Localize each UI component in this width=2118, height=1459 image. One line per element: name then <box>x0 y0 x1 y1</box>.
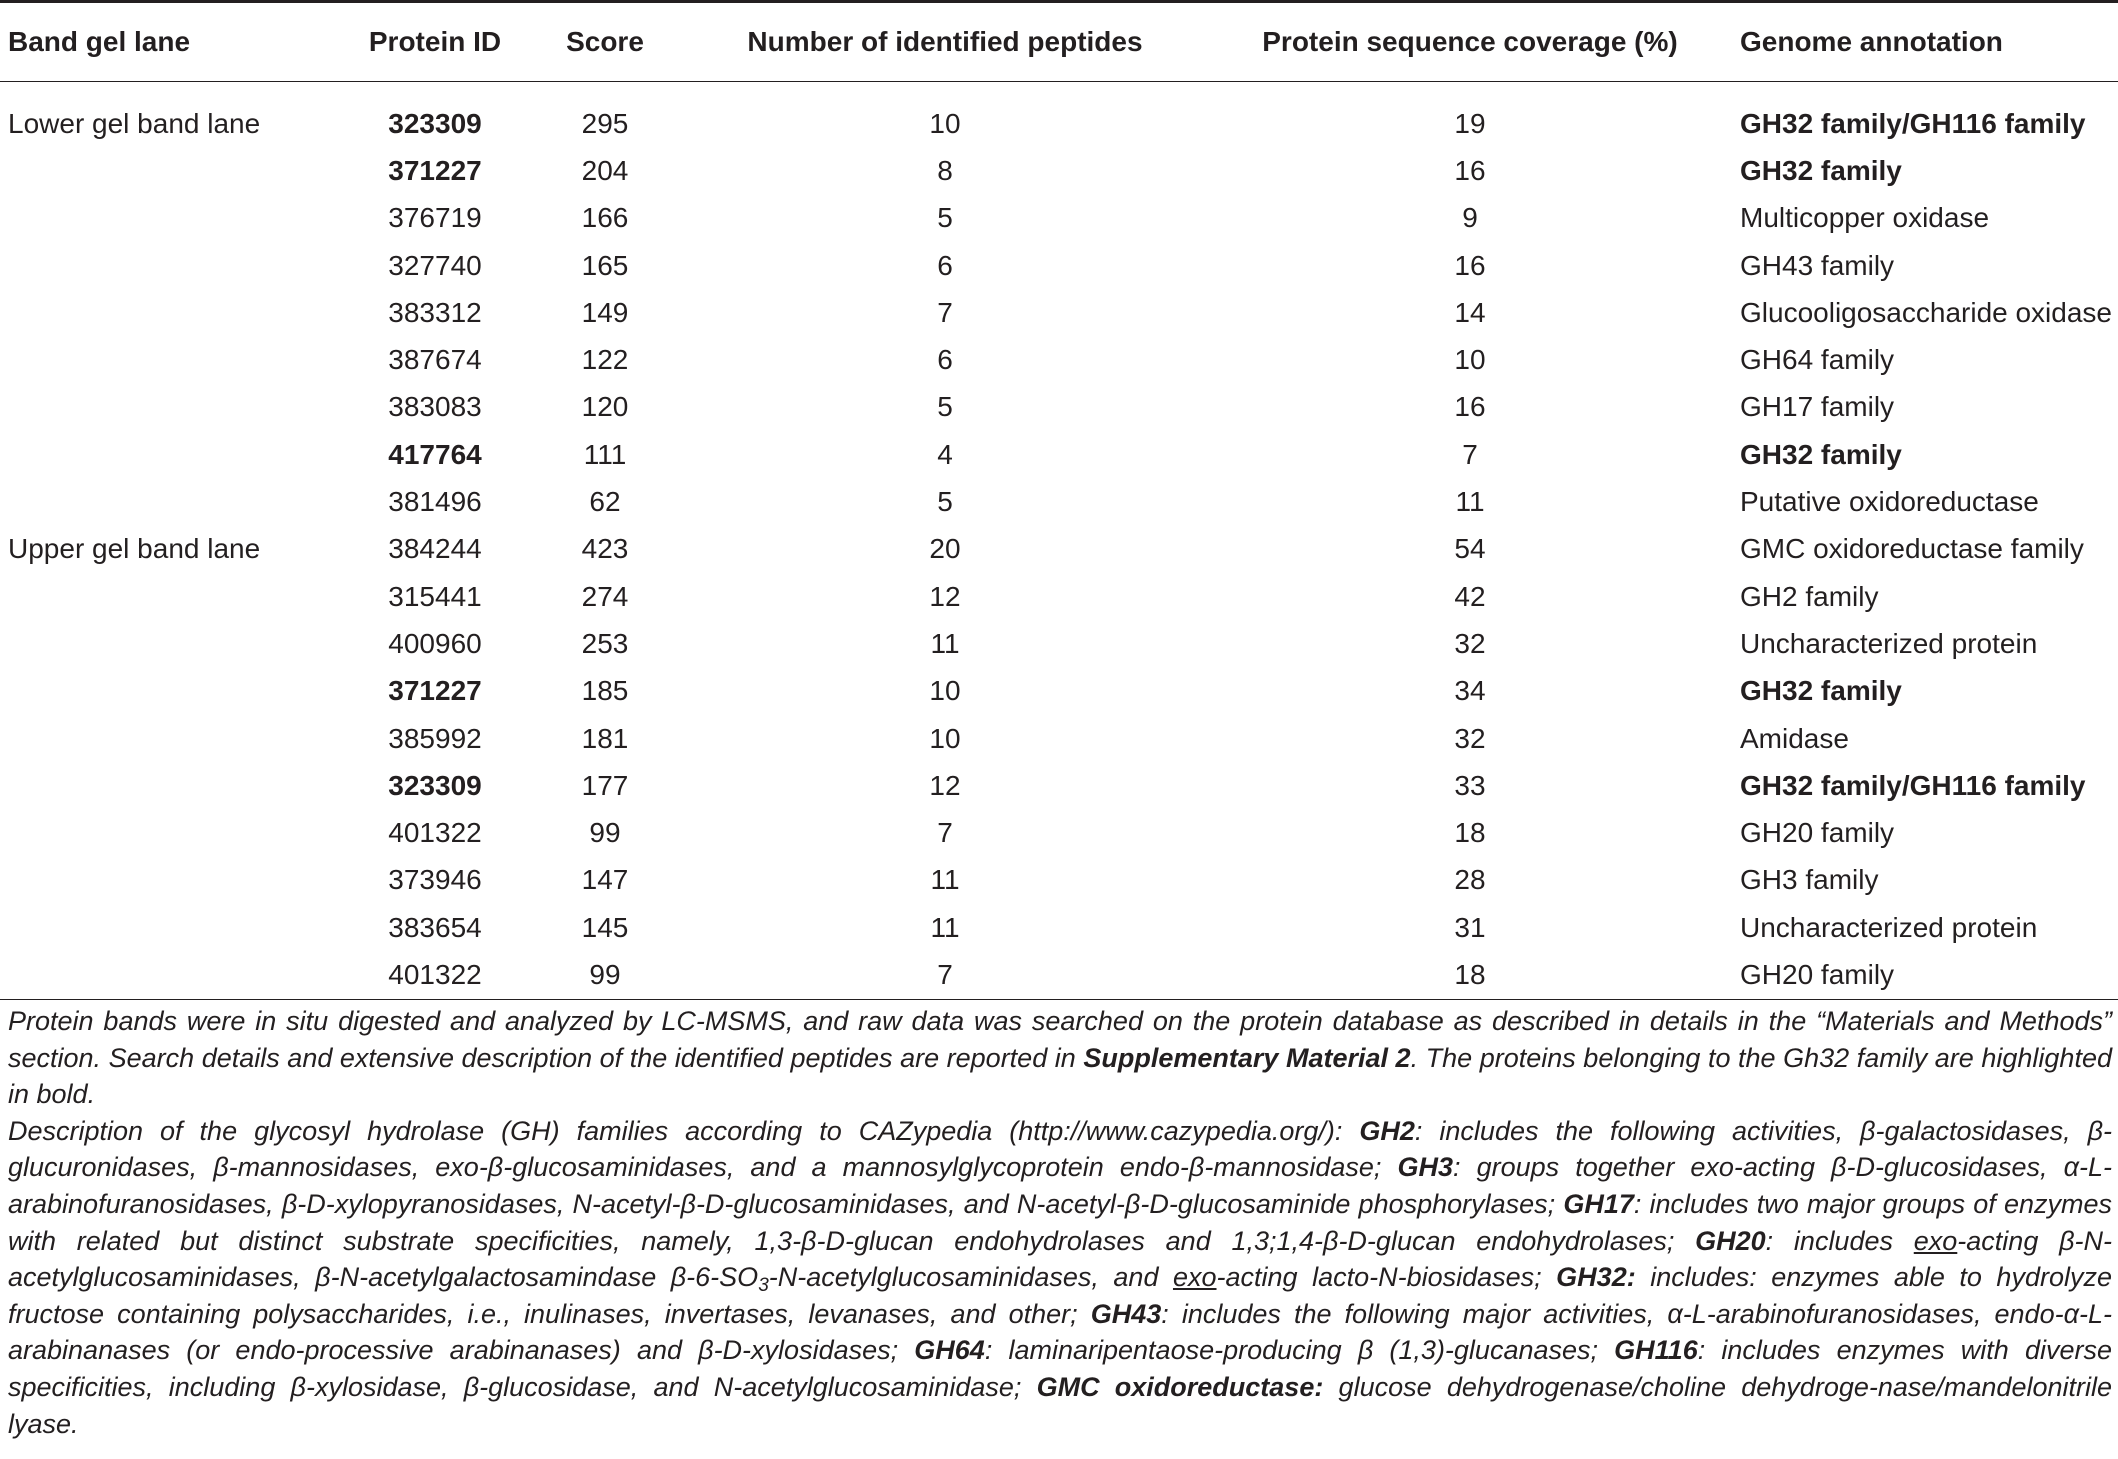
table-row <box>0 904 2118 951</box>
protein-id-cell: 371227 <box>388 154 482 186</box>
score-cell: 120 <box>581 391 629 423</box>
protein-id-cell: 400960 <box>388 627 482 659</box>
gh17-description: : includes two major groups of enzymes with related but distinct substrate specificities, namely, 1,3-β-D-glucan endohydrolases and 1,3;1,4-β-D-glucan endohydrolases; <box>8 1188 2113 1256</box>
peptides-cell: 11 <box>930 627 960 659</box>
coverage-cell: 16 <box>1454 154 1486 186</box>
gh3-label: GH3 <box>1397 1152 1454 1183</box>
gh2-label: GH2 <box>1359 1115 1415 1146</box>
table-row <box>0 526 2118 573</box>
protein-id-cell: 401322 <box>388 817 482 849</box>
peptides-cell: 7 <box>937 296 953 328</box>
lane-cell: Lower gel band lane <box>8 107 261 139</box>
coverage-cell: 11 <box>1455 486 1485 518</box>
table-row <box>0 336 2118 383</box>
annotation-cell: GH32 family <box>1740 154 1902 186</box>
annotation-cell: GH32 family <box>1740 438 1902 470</box>
table-row <box>0 384 2118 431</box>
score-cell: 274 <box>581 580 629 612</box>
coverage-cell: 34 <box>1454 675 1486 707</box>
table-body <box>0 82 2118 1000</box>
coverage-cell: 10 <box>1454 344 1486 376</box>
annotation-cell: GH3 family <box>1740 864 1879 896</box>
table-row <box>0 82 2118 148</box>
gh43-label: GH43 <box>1090 1298 1162 1329</box>
protein-id-cell: 373946 <box>388 864 482 896</box>
score-cell: 145 <box>581 911 629 943</box>
coverage-cell: 18 <box>1210 951 1730 999</box>
lane-cell <box>0 384 340 431</box>
protein-id-cell: 323309 <box>388 107 482 139</box>
coverage-cell: 32 <box>1454 722 1486 754</box>
annotation-cell: Glucooligosaccharide oxidase <box>1740 296 2112 328</box>
gh-intro: Description of the glycosyl hydrolase (GH) families according to CAZypedia (http://www.cazypedia.org/): <box>8 1115 1360 1146</box>
peptides-cell: 7 <box>680 951 1210 999</box>
table-row <box>0 668 2118 715</box>
table-row <box>0 195 2118 242</box>
coverage-cell: 54 <box>1454 533 1486 565</box>
annotation-cell: Putative oxidoreductase <box>1740 486 2039 518</box>
gh17-label: GH17 <box>1563 1188 1634 1219</box>
protein-id-cell: 383083 <box>388 391 482 423</box>
protein-id-cell: 383312 <box>388 296 482 328</box>
protein-id-cell: 315441 <box>388 580 482 612</box>
protein-id-cell: 401322 <box>340 951 530 999</box>
lane-cell: Upper gel band lane <box>8 533 261 565</box>
peptides-cell: 11 <box>930 864 960 896</box>
score-cell: 99 <box>530 951 680 999</box>
lane-cell <box>0 620 340 667</box>
annotation-cell: Multicopper oxidase <box>1740 202 1990 234</box>
annotation-cell: GH20 family <box>1730 951 2118 999</box>
protein-id-cell: 323309 <box>388 769 482 801</box>
protein-id-cell: 387674 <box>388 344 482 376</box>
annotation-cell: GH2 family <box>1740 580 1879 612</box>
gh20-description-b: -acting β-N-acetylglucosaminidases, β-N-acetylgalactosamindase β-6-SO <box>8 1225 2112 1293</box>
annotation-cell: Uncharacterized protein <box>1740 627 2038 659</box>
coverage-cell: 32 <box>1454 627 1486 659</box>
gh32-description: includes: enzymes able to hydrolyze fructose containing polysaccharides, i.e., inulinases, invertases, levanases, and other; <box>8 1262 2112 1329</box>
coverage-cell: 7 <box>1462 438 1478 470</box>
score-cell: 177 <box>581 769 629 801</box>
gh43-description: : includes the following major activities, α-L-arabinofuranosidases, endo-α-L-arabinanases (or endo-processive arabinanases) and β-D-xylosidases; <box>8 1298 2112 1366</box>
gmc-description: glucose dehydrogenase/choline dehydroge-nase/mandelonitrile lyase. <box>8 1371 2112 1439</box>
annotation-cell: GH32 family/GH116 family <box>1740 769 2086 801</box>
peptides-cell: 12 <box>929 580 961 612</box>
peptides-cell: 5 <box>937 202 953 234</box>
protein-id-cell: 383654 <box>388 911 482 943</box>
footnote-methods-tail: . The proteins belonging to the Gh32 family are highlighted in bold. <box>8 1042 2112 1110</box>
gh20-description-d: -acting lacto-N-biosidases; <box>1216 1262 1557 1293</box>
coverage-cell: 16 <box>1454 249 1486 281</box>
lane-cell <box>0 809 340 856</box>
table-row <box>0 147 2118 194</box>
gh3-description: : groups together exo-acting β-D-glucosidases, α-L-arabinofuranosidases, β-D-xylopyranosidases, N-acetyl-β-D-glucosaminidases, and N-acetyl-β-D-glucosaminide phosphorylases; <box>8 1152 2112 1219</box>
column-header-band-gel-lane: Band gel lane <box>0 2 340 82</box>
column-header-genome-annotation: Genome annotation <box>1730 2 2118 82</box>
gh20-label: GH20 <box>1695 1225 1766 1256</box>
annotation-cell: Uncharacterized protein <box>1740 911 2038 943</box>
protein-id-cell: 327740 <box>388 249 482 281</box>
annotation-cell: GMC oxidoreductase family <box>1740 533 2084 565</box>
protein-id-cell: 385992 <box>388 722 482 754</box>
annotation-cell: GH32 family/GH116 family <box>1740 107 2086 139</box>
score-cell: 423 <box>581 533 629 565</box>
score-cell: 147 <box>581 864 629 896</box>
lane-cell <box>0 762 340 809</box>
column-header-peptides: Number of identified peptides <box>680 2 1210 82</box>
table-row <box>0 809 2118 856</box>
score-cell: 204 <box>581 154 629 186</box>
gh20-description-c: -N-acetylglucosaminidases, and <box>768 1262 1173 1293</box>
table-row <box>0 715 2118 762</box>
lane-cell <box>0 904 340 951</box>
supplementary-reference: Supplementary Material 2 <box>1083 1042 1411 1073</box>
peptides-cell: 7 <box>937 817 953 849</box>
footnote-methods-text: Protein bands were in situ digested and analyzed by LC-MSMS, and raw data was searched on the protein database as described in details in the “Materials and Methods” section. Search details and extensive description of the identified peptides are reported in <box>8 1006 2112 1073</box>
score-cell: 165 <box>581 249 629 281</box>
score-cell: 185 <box>581 675 629 707</box>
lane-cell <box>0 715 340 762</box>
gh20-exo-underlined-2: exo <box>1172 1262 1217 1293</box>
score-cell: 149 <box>581 296 629 328</box>
lane-cell <box>0 289 340 336</box>
lane-cell <box>0 195 340 242</box>
footnote-gh-families <box>8 1113 2112 1442</box>
protein-id-cell: 376719 <box>388 202 482 234</box>
peptides-cell: 8 <box>937 154 953 186</box>
table-row <box>0 573 2118 620</box>
gh116-description: : includes enzymes with diverse specificities, including β-xylosidase, β-glucosidase, and N-acetylglucosaminidase; <box>8 1335 2112 1402</box>
peptides-cell: 6 <box>937 249 953 281</box>
annotation-cell: GH17 family <box>1740 391 1895 423</box>
peptides-cell: 10 <box>929 107 961 139</box>
peptides-cell: 12 <box>929 769 961 801</box>
gh2-description: : includes the following activities, β-galactosidases, β-glucuronidases, β-mannosidases, exo-β-glucosaminidases, and a mannosylglycoprotein endo-β-mannosidase; <box>8 1115 2112 1183</box>
coverage-cell: 18 <box>1454 817 1486 849</box>
gmc-label: GMC oxidoreductase: <box>1036 1371 1324 1402</box>
score-cell: 62 <box>589 486 621 518</box>
lane-cell <box>0 951 340 999</box>
gh20-exo-underlined-1: exo <box>1913 1225 1958 1256</box>
lane-cell <box>0 431 340 478</box>
protein-id-cell: 381496 <box>388 486 482 518</box>
column-header-coverage: Protein sequence coverage (%) <box>1210 2 1730 82</box>
protein-id-cell: 371227 <box>388 675 482 707</box>
score-cell: 122 <box>581 344 629 376</box>
lane-cell <box>0 857 340 904</box>
lane-cell <box>0 573 340 620</box>
annotation-cell: GH43 family <box>1740 249 1895 281</box>
score-cell: 253 <box>581 627 629 659</box>
table-row <box>0 431 2118 478</box>
table-footnotes <box>8 1003 2112 1442</box>
gh64-description: : laminaripentaose-producing β (1,3)-glucanases; <box>984 1335 1615 1366</box>
table-row <box>0 951 2118 999</box>
table-row <box>0 857 2118 904</box>
table-header <box>0 2 2118 82</box>
annotation-cell: Amidase <box>1740 722 1849 754</box>
coverage-cell: 19 <box>1454 107 1486 139</box>
gh116-label: GH116 <box>1614 1335 1698 1366</box>
gh20-subscript: 3 <box>758 1275 769 1297</box>
peptides-cell: 11 <box>930 911 960 943</box>
gh20-description-a: : includes <box>1765 1225 1914 1256</box>
coverage-cell: 33 <box>1454 769 1486 801</box>
coverage-cell: 31 <box>1454 911 1486 943</box>
score-cell: 99 <box>589 817 621 849</box>
peptides-cell: 5 <box>937 486 953 518</box>
lane-cell <box>0 478 340 525</box>
column-header-score: Score <box>530 2 680 82</box>
coverage-cell: 9 <box>1462 202 1478 234</box>
score-cell: 181 <box>581 722 629 754</box>
peptides-cell: 20 <box>929 533 961 565</box>
gh64-label: GH64 <box>914 1335 985 1366</box>
annotation-cell: GH32 family <box>1740 675 1902 707</box>
annotation-cell: GH20 family <box>1740 817 1895 849</box>
gh32-label: GH32: <box>1556 1262 1636 1293</box>
peptides-cell: 4 <box>937 438 953 470</box>
annotation-cell: GH64 family <box>1740 344 1895 376</box>
peptides-cell: 6 <box>937 344 953 376</box>
coverage-cell: 16 <box>1454 391 1486 423</box>
footnote-methods <box>8 1003 2112 1113</box>
peptides-cell: 10 <box>929 722 961 754</box>
protein-id-cell: 384244 <box>388 533 482 565</box>
header-row <box>0 2 2118 82</box>
score-cell: 166 <box>581 202 629 234</box>
lane-cell <box>0 242 340 289</box>
coverage-cell: 42 <box>1454 580 1486 612</box>
score-cell: 295 <box>581 107 629 139</box>
table-row <box>0 289 2118 336</box>
table-row <box>0 478 2118 525</box>
coverage-cell: 14 <box>1454 296 1486 328</box>
table-row <box>0 242 2118 289</box>
coverage-cell: 28 <box>1454 864 1486 896</box>
column-header-protein-id: Protein ID <box>340 2 530 82</box>
peptides-cell: 5 <box>937 391 953 423</box>
lane-cell <box>0 147 340 194</box>
score-cell: 111 <box>583 438 627 470</box>
protein-id-cell: 417764 <box>388 438 482 470</box>
table-row <box>0 762 2118 809</box>
lane-cell <box>0 668 340 715</box>
table-row <box>0 620 2118 667</box>
peptides-cell: 10 <box>929 675 961 707</box>
lane-cell <box>0 336 340 383</box>
